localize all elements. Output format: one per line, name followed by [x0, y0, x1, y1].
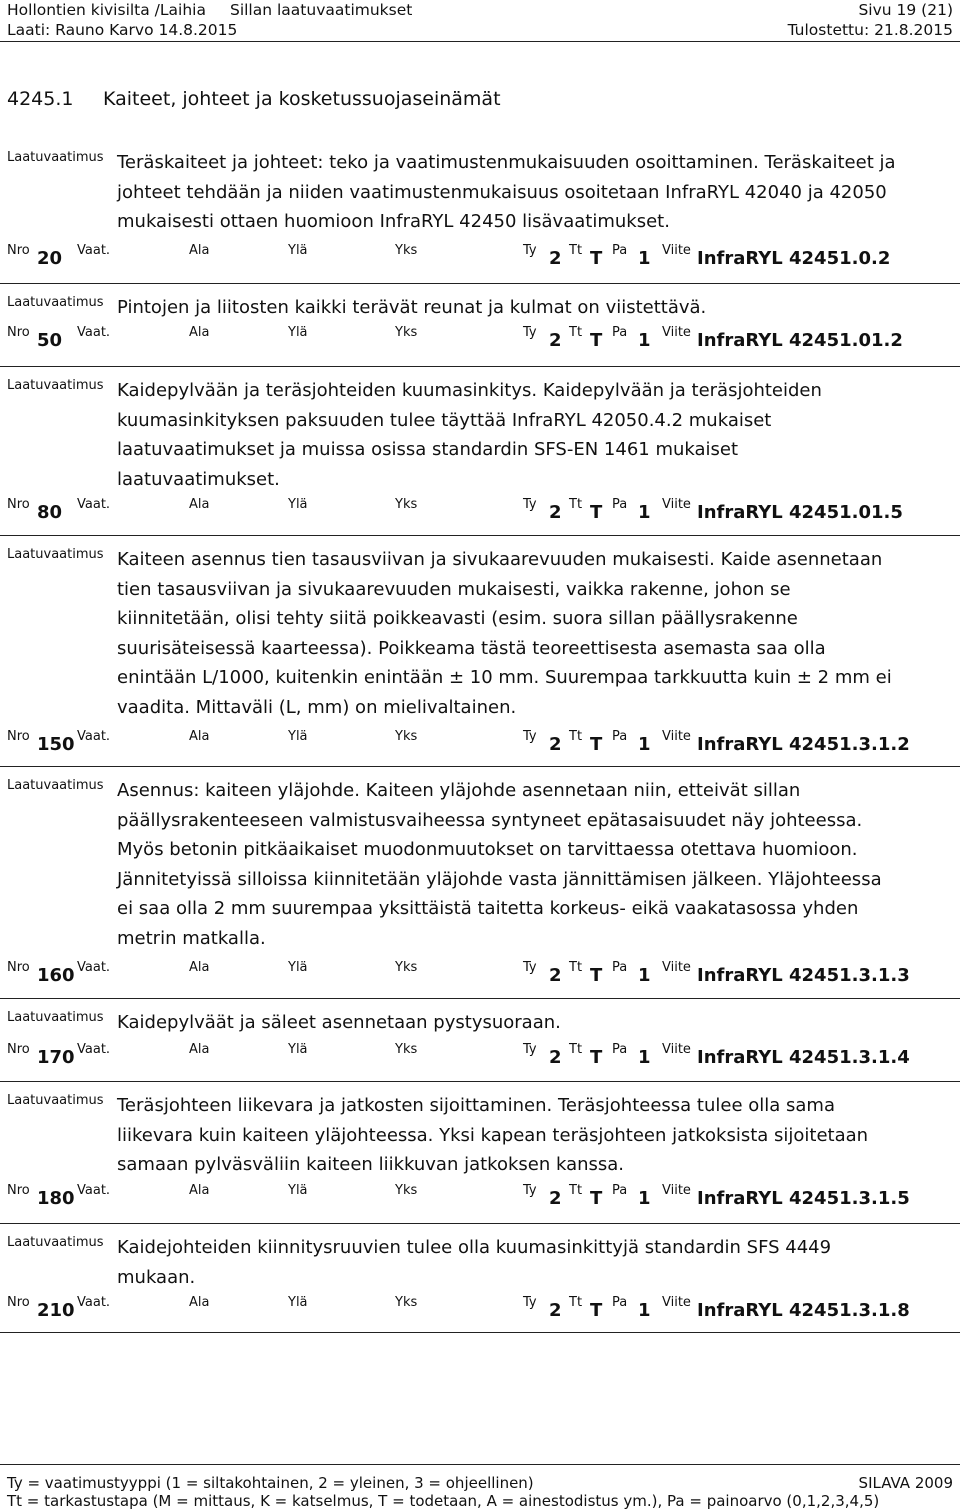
requirement-label: Laatuvaatimus [7, 378, 104, 393]
yla-label: Ylä [288, 1042, 308, 1057]
requirement-text [117, 293, 950, 323]
vaat-label: Vaat. [77, 1042, 111, 1057]
tt-value: T [590, 1300, 603, 1321]
pa-label: Pa [612, 1042, 628, 1057]
requirement-text-line: mukaisesti ottaen huomioon InfraRYL 42450 lisävaatimukset. [117, 211, 670, 232]
requirement-text-line: Myös betonin pitkäaikaiset muodonmuutokset on tarvittaessa otettava huomioon. [117, 839, 858, 860]
reference-value: InfraRYL 42451.0.2 [697, 248, 891, 269]
vaat-label: Vaat. [77, 243, 111, 258]
pa-value: 1 [638, 1188, 651, 1209]
viite-label: Viite [662, 1042, 691, 1057]
requirement-text-line: liikevara kuin kaiteen yläjohteessa. Yksi kapean teräsjohteen jatkoksista sijoitetaan [117, 1124, 869, 1146]
tt-label: Tt [569, 729, 583, 744]
tt-label: Tt [569, 497, 583, 512]
viite-label: Viite [662, 1183, 691, 1198]
reference-value: InfraRYL 42451.3.1.5 [697, 1188, 910, 1209]
pa-value: 1 [638, 965, 651, 986]
pa-label: Pa [612, 243, 628, 258]
tt-value: T [590, 502, 603, 523]
tt-value: T [590, 1188, 603, 1209]
requirement-number: 50 [37, 330, 63, 351]
requirement-divider [0, 766, 960, 767]
requirement-divider [0, 1223, 960, 1224]
requirement-text [117, 1008, 950, 1038]
requirement-text-line: johteet tehdään ja niiden vaatimustenmukaisuus osoitetaan InfraRYL 42040 ja 42050 [117, 181, 887, 203]
pa-label: Pa [612, 497, 628, 512]
requirement-text-line: laatuvaatimukset. [117, 468, 280, 490]
requirement-text [117, 376, 950, 494]
nro-label: Nro [7, 1295, 30, 1310]
requirement-text-line: Pintojen ja liitosten kaikki terävät reunat ja kulmat on viistettävä. [117, 297, 707, 318]
requirement-divider [0, 1332, 960, 1333]
tt-label: Tt [569, 1295, 583, 1310]
tt-label: Tt [569, 1183, 583, 1198]
requirement-text-line: ei saa olla 2 mm suurempaa yksittäistä taitetta korkeus- eikä vaakatasossa yhden [117, 898, 859, 919]
ty-label: Ty [523, 1295, 537, 1310]
reference-value: InfraRYL 42451.3.1.2 [697, 734, 910, 755]
pa-value: 1 [638, 734, 651, 755]
page-number: Sivu 19 (21) [858, 1, 953, 19]
requirement-number: 80 [37, 502, 63, 523]
requirement-divider [0, 998, 960, 999]
nro-label: Nro [7, 1042, 30, 1057]
yla-label: Ylä [288, 1183, 308, 1198]
section-heading [7, 88, 501, 110]
yks-label: Yks [395, 1183, 418, 1198]
ty-label: Ty [523, 243, 537, 258]
ala-label: Ala [189, 1042, 210, 1057]
yks-label: Yks [395, 1295, 418, 1310]
tt-value: T [590, 734, 603, 755]
requirement-text-line: kuumasinkityksen paksuuden tulee täyttää InfraRYL 42050.4.2 mukaiset [117, 409, 772, 431]
requirement-text-line: metrin matkalla. [117, 927, 266, 949]
yla-label: Ylä [288, 497, 308, 512]
footer-divider [0, 1464, 960, 1465]
tt-label: Tt [569, 1042, 583, 1057]
requirement-text-line: laatuvaatimukset ja muissa osissa standardin SFS-EN 1461 mukaiset [117, 439, 739, 460]
viite-label: Viite [662, 497, 691, 512]
pa-value: 1 [638, 502, 651, 523]
requirement-text-line: päällysrakenteeseen valmistusvaiheessa syntyneet epätasaisuudet näy johteessa. [117, 809, 863, 831]
ty-value: 2 [549, 1188, 562, 1209]
section-number: 4245.1 [7, 88, 74, 110]
requirement-text-line: enintään L/1000, kuitenkin enintään ± 10 mm. Suurempaa tarkkuutta kuin ± 2 mm ei [117, 667, 892, 688]
ty-label: Ty [523, 497, 537, 512]
footer-legend-tt: Tt = tarkastustapa (M = mittaus, K = katselmus, T = todetaan, A = ainestodistus ym.), Pa = painoarvo (0,1,2,3,4,5) [7, 1492, 880, 1510]
ty-label: Ty [523, 1183, 537, 1198]
ty-value: 2 [549, 734, 562, 755]
doc-title-line [7, 1, 412, 19]
vaat-label: Vaat. [77, 1295, 111, 1310]
requirement-number: 160 [37, 965, 75, 986]
requirement-text [117, 148, 950, 237]
ala-label: Ala [189, 729, 210, 744]
requirement-meta-row [0, 243, 960, 269]
tt-label: Tt [569, 243, 583, 258]
nro-label: Nro [7, 729, 30, 744]
requirement-meta-row [0, 1042, 960, 1068]
requirement-text-line: Kaidejohteiden kiinnitysruuvien tulee olla kuumasinkittyjä standardin SFS 4449 [117, 1237, 832, 1258]
author: Laati: Rauno Karvo 14.8.2015 [7, 21, 238, 39]
ty-value: 2 [549, 248, 562, 269]
tt-value: T [590, 330, 603, 351]
requirement-text-line: Asennus: kaiteen yläjohde. Kaiteen yläjohde asennetaan niin, etteivät sillan [117, 780, 801, 801]
nro-label: Nro [7, 1183, 30, 1198]
requirement-label: Laatuvaatimus [7, 150, 104, 165]
requirement-text-line: kiinnitetään, olisi tehty siitä poikkeavasti (esim. suora sillan päällysrakenne [117, 608, 798, 629]
pa-label: Pa [612, 1295, 628, 1310]
requirement-text-line: Jännitetyissä silloissa kiinnitetään yläjohde vasta jännittämisen jälkeen. Yläjohteessa [117, 868, 882, 890]
pa-value: 1 [638, 248, 651, 269]
ty-value: 2 [549, 1047, 562, 1068]
ala-label: Ala [189, 960, 210, 975]
viite-label: Viite [662, 243, 691, 258]
ty-label: Ty [523, 1042, 537, 1057]
ala-label: Ala [189, 1295, 210, 1310]
nro-label: Nro [7, 325, 30, 340]
requirement-text-line: samaan pylväsväliin kaiteen liikkuvan jatkoksen kanssa. [117, 1154, 625, 1175]
yks-label: Yks [395, 325, 418, 340]
requirement-text-line: Kaidepylvään ja teräsjohteiden kuumasinkitys. Kaidepylvään ja teräsjohteiden [117, 380, 822, 401]
pa-value: 1 [638, 1300, 651, 1321]
nro-label: Nro [7, 497, 30, 512]
pa-value: 1 [638, 1047, 651, 1068]
yks-label: Yks [395, 243, 418, 258]
ty-label: Ty [523, 729, 537, 744]
ty-value: 2 [549, 965, 562, 986]
reference-value: InfraRYL 42451.3.1.8 [697, 1300, 910, 1321]
print-date: Tulostettu: 21.8.2015 [787, 21, 953, 39]
header-divider [0, 41, 960, 42]
requirement-number: 20 [37, 248, 63, 269]
requirement-number: 210 [37, 1300, 75, 1321]
requirement-divider [0, 283, 960, 284]
nro-label: Nro [7, 243, 30, 258]
requirement-label: Laatuvaatimus [7, 1235, 104, 1250]
requirement-meta-row [0, 325, 960, 351]
requirement-label: Laatuvaatimus [7, 1010, 104, 1025]
requirement-text [117, 545, 950, 722]
vaat-label: Vaat. [77, 1183, 111, 1198]
vaat-label: Vaat. [77, 497, 111, 512]
requirement-meta-row [0, 1295, 960, 1321]
viite-label: Viite [662, 960, 691, 975]
requirement-text [117, 1233, 950, 1292]
viite-label: Viite [662, 729, 691, 744]
requirement-text-line: Kaidepylväät ja säleet asennetaan pystysuoraan. [117, 1012, 561, 1033]
tt-value: T [590, 248, 603, 269]
vaat-label: Vaat. [77, 729, 111, 744]
yla-label: Ylä [288, 960, 308, 975]
requirement-text [117, 776, 950, 953]
requirement-number: 150 [37, 734, 75, 755]
requirement-divider [0, 366, 960, 367]
ala-label: Ala [189, 325, 210, 340]
requirement-text-line: Teräskaiteet ja johteet: teko ja vaatimustenmukaisuuden osoittaminen. Teräskaiteet ja [117, 152, 896, 173]
tt-value: T [590, 1047, 603, 1068]
yla-label: Ylä [288, 729, 308, 744]
pa-label: Pa [612, 1183, 628, 1198]
doc-title: Hollontien kivisilta /Laihia [7, 1, 206, 19]
reference-value: InfraRYL 42451.3.1.4 [697, 1047, 910, 1068]
requirement-label: Laatuvaatimus [7, 547, 104, 562]
reference-value: InfraRYL 42451.3.1.3 [697, 965, 910, 986]
requirement-label: Laatuvaatimus [7, 295, 104, 310]
ty-value: 2 [549, 330, 562, 351]
pa-label: Pa [612, 960, 628, 975]
requirement-meta-row [0, 1183, 960, 1209]
viite-label: Viite [662, 1295, 691, 1310]
ala-label: Ala [189, 1183, 210, 1198]
requirement-text-line: suurisäteisessä kaarteessa). Poikkeama tästä teoreettisesta asemasta saa olla [117, 637, 826, 659]
pa-label: Pa [612, 325, 628, 340]
viite-label: Viite [662, 325, 691, 340]
ty-value: 2 [549, 1300, 562, 1321]
requirement-number: 180 [37, 1188, 75, 1209]
ala-label: Ala [189, 243, 210, 258]
vaat-label: Vaat. [77, 960, 111, 975]
tt-value: T [590, 965, 603, 986]
requirement-text [117, 1091, 950, 1180]
tt-label: Tt [569, 960, 583, 975]
doc-subtitle: Sillan laatuvaatimukset [229, 1, 413, 19]
requirement-text-line: vaadita. Mittaväli (L, mm) on mielivaltainen. [117, 696, 517, 718]
yks-label: Yks [395, 729, 418, 744]
section-title: Kaiteet, johteet ja kosketussuojaseinämät [103, 88, 501, 110]
reference-value: InfraRYL 42451.01.5 [697, 502, 903, 523]
pa-label: Pa [612, 729, 628, 744]
requirement-divider [0, 1081, 960, 1082]
pa-value: 1 [638, 330, 651, 351]
requirement-text-line: Kaiteen asennus tien tasausviivan ja sivukaarevuuden mukaisesti. Kaide asennetaan [117, 549, 883, 570]
requirement-meta-row [0, 729, 960, 755]
yla-label: Ylä [288, 1295, 308, 1310]
nro-label: Nro [7, 960, 30, 975]
requirement-text-line: tien tasausviivan ja sivukaarevuuden mukaisesti, vaikka rakenne, johon se [117, 578, 791, 600]
requirement-label: Laatuvaatimus [7, 778, 104, 793]
footer-brand: SILAVA 2009 [858, 1474, 953, 1492]
ty-label: Ty [523, 325, 537, 340]
requirement-meta-row [0, 497, 960, 523]
requirement-number: 170 [37, 1047, 75, 1068]
vaat-label: Vaat. [77, 325, 111, 340]
footer-legend-ty: Ty = vaatimustyyppi (1 = siltakohtainen, 2 = yleinen, 3 = ohjeellinen) [7, 1474, 534, 1492]
yla-label: Ylä [288, 243, 308, 258]
tt-label: Tt [569, 325, 583, 340]
yks-label: Yks [395, 1042, 418, 1057]
ty-value: 2 [549, 502, 562, 523]
requirement-label: Laatuvaatimus [7, 1093, 104, 1108]
requirement-divider [0, 535, 960, 536]
requirement-meta-row [0, 960, 960, 986]
ala-label: Ala [189, 497, 210, 512]
requirement-text-line: mukaan. [117, 1266, 196, 1288]
yla-label: Ylä [288, 325, 308, 340]
requirement-text-line: Teräsjohteen liikevara ja jatkosten sijoittaminen. Teräsjohteessa tulee olla sama [117, 1095, 835, 1116]
ty-label: Ty [523, 960, 537, 975]
yks-label: Yks [395, 960, 418, 975]
reference-value: InfraRYL 42451.01.2 [697, 330, 903, 351]
yks-label: Yks [395, 497, 418, 512]
